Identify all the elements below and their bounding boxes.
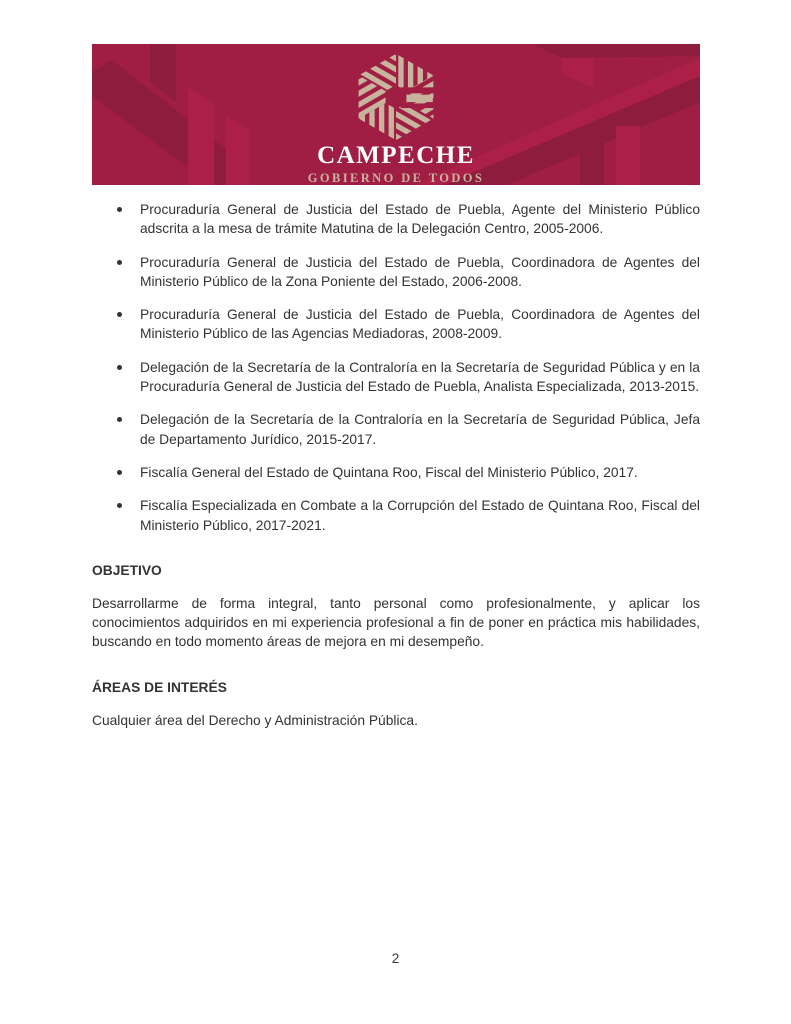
campeche-hexagon-logo-icon xyxy=(350,51,442,143)
experience-list xyxy=(92,185,700,535)
areas-de-interes-heading: ÁREAS DE INTERÉS xyxy=(92,679,227,695)
experience-item: Fiscalía Especializada en Combate a la Corrupción del Estado de Quintana Roo, Fiscal del Ministerio Público, 2017-2021. xyxy=(140,496,700,535)
campeche-banner xyxy=(92,44,700,185)
experience-item: Procuraduría General de Justicia del Estado de Puebla, Agente del Ministerio Público adscrita a la mesa de trámite Matutina de la Delegación Centro, 2005-2006. xyxy=(140,200,700,239)
banner-title: CAMPECHE xyxy=(317,142,475,169)
experience-item: Procuraduría General de Justicia del Estado de Puebla, Coordinadora de Agentes del Ministerio Público de las Agencias Mediadoras, 2008-2009. xyxy=(140,305,700,344)
experience-item: Fiscalía General del Estado de Quintana Roo, Fiscal del Ministerio Público, 2017. xyxy=(140,463,700,482)
experience-item: Procuraduría General de Justicia del Estado de Puebla, Coordinadora de Agentes del Ministerio Público de la Zona Poniente del Estado, 2006-2008. xyxy=(140,253,700,292)
page-number: 2 xyxy=(391,951,400,966)
banner-content xyxy=(92,44,700,185)
areas-de-interes-text: Cualquier área del Derecho y Administración Pública. xyxy=(92,712,418,728)
experience-item: Delegación de la Secretaría de la Contraloría en la Secretaría de Seguridad Pública y en la Procuraduría General de Justicia del Estado de Puebla, Analista Especializada, 2013-2015. xyxy=(140,358,700,397)
objetivo-heading: OBJETIVO xyxy=(92,562,162,578)
document-body xyxy=(92,185,700,730)
objetivo-text: Desarrollarme de forma integral, tanto personal como profesionalmente, y aplicar los conocimientos adquiridos en mi experiencia profesional a fin de poner en práctica mis habilidades, buscando en todo momento áreas de mejora en mi desempeño. xyxy=(92,595,700,650)
banner-subtitle: GOBIERNO DE TODOS xyxy=(307,171,485,186)
experience-item: Delegación de la Secretaría de la Contraloría en la Secretaría de Seguridad Pública, Jefa de Departamento Jurídico, 2015-2017. xyxy=(140,410,700,449)
